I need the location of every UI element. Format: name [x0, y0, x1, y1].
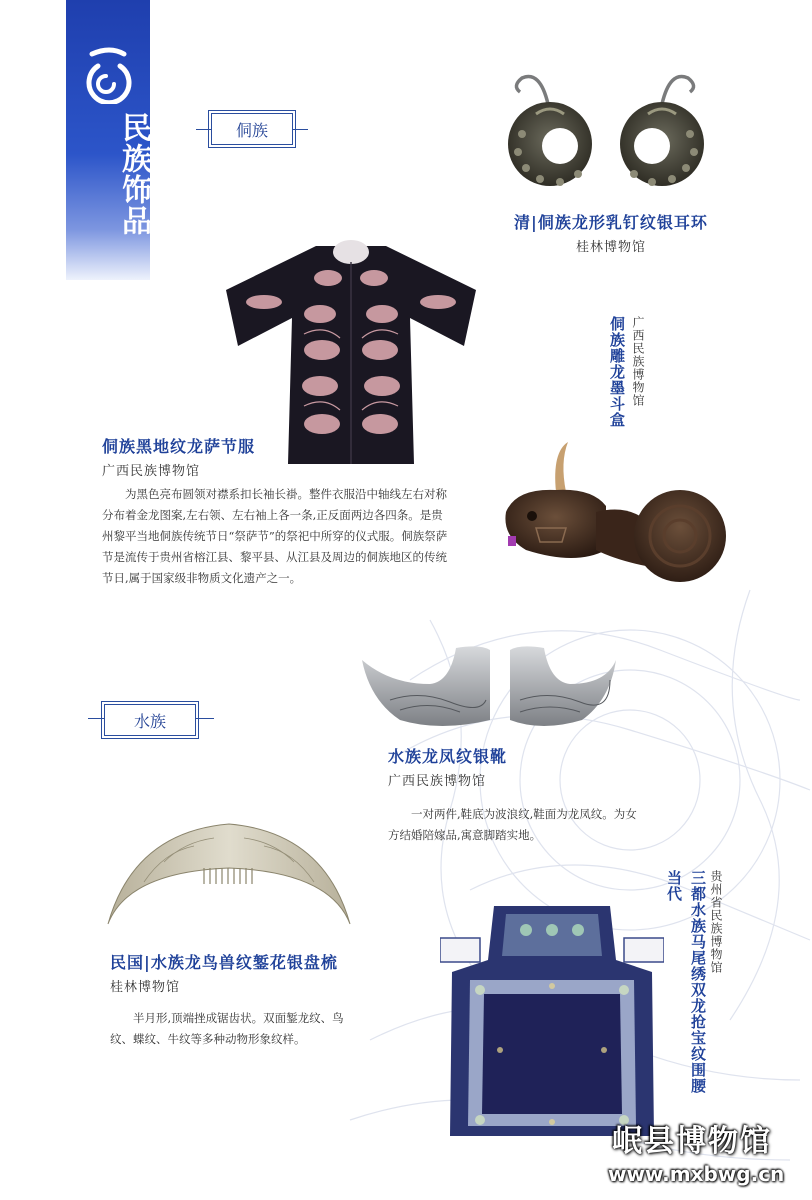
silver-earrings-image	[500, 64, 712, 194]
section-label-dong: 侗族	[211, 113, 293, 145]
inkbox-museum: 广西民族博物馆	[631, 316, 645, 407]
robe-museum: 广西民族博物馆	[102, 464, 201, 479]
comb-museum: 桂林博物馆	[110, 980, 181, 995]
apron-museum: 贵州省民族博物馆	[709, 870, 723, 974]
comb-description: 半月形,顶端挫成锯齿状。双面錾龙纹、鸟纹、蝶纹、牛纹等多种动物形象纹样。	[110, 1011, 344, 1046]
silver-boots-image	[360, 640, 618, 732]
earrings-title: 清|侗族龙形乳钉纹银耳环	[514, 213, 708, 232]
boots-museum: 广西民族博物馆	[388, 774, 487, 789]
apron-era: 当代	[665, 870, 683, 902]
robe-description: 为黑色亮布圆领对襟系扣长袖长褂。整件衣服沿中轴线左右对称分布着金龙图案,左右领、左右袖上各一条,正反面两边各四条。是贵州黎平当地侗族传统节日“祭萨节”的祭祀中所穿的仪式服。侗族祭萨节是流传于贵州省榕江县、黎平县、从江县及周边的侗族地区的传统节日,属于国家级非物质文化遗产之一。	[102, 487, 448, 585]
silver-comb-image	[104, 812, 354, 928]
apron-title: 三都水族马尾绣双龙抢宝纹围腰	[689, 870, 707, 1094]
banner-title: 民族饰品	[116, 112, 151, 236]
watermark-site-name: 岷县博物馆	[612, 1124, 772, 1159]
embroidered-apron-image	[440, 900, 664, 1140]
boots-description: 一对两件,鞋底为波浪纹,鞋面为龙凤纹。为女方结婚陪嫁品,寓意脚踏实地。	[388, 807, 637, 842]
inkbox-title: 侗族雕龙墨斗盒	[608, 316, 626, 428]
spiral-logo-icon	[80, 44, 132, 104]
section-label-shui: 水族	[104, 704, 196, 736]
earrings-museum: 桂林博物馆	[576, 240, 647, 255]
robe-title: 侗族黑地纹龙萨节服	[102, 437, 256, 456]
dragon-robe-image	[224, 238, 478, 468]
watermark-url: www.mxbwg.cn	[608, 1162, 785, 1186]
boots-title: 水族龙凤纹银靴	[388, 747, 508, 766]
dragon-ink-box-image	[496, 432, 730, 588]
comb-title: 民国|水族龙鸟兽纹錾花银盘梳	[110, 953, 338, 972]
